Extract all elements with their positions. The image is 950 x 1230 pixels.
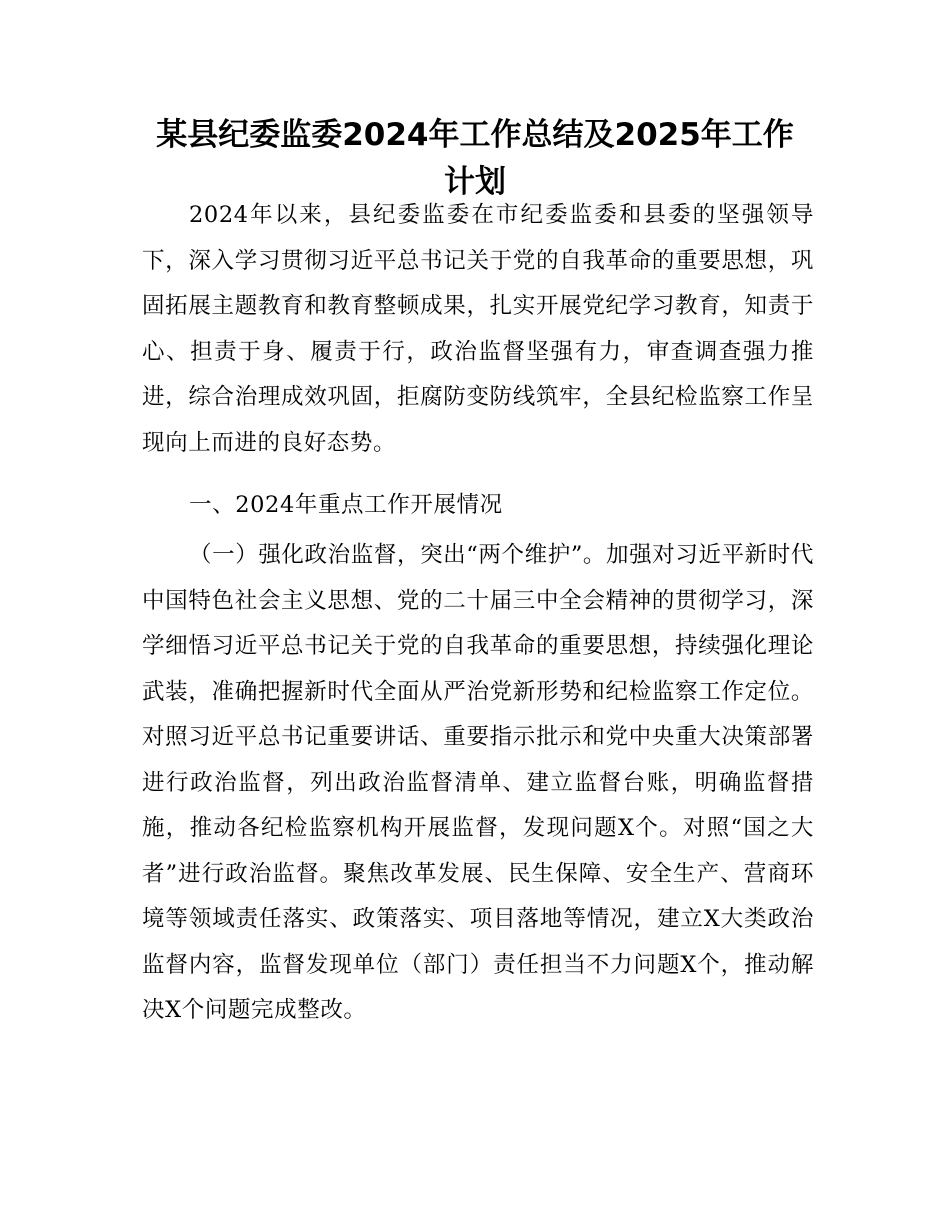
section-paragraph: （一）强化政治监督，突出“两个维护”。加强对习近平新时代中国特色社会主义思想、党的二十届三中全会精神的贯彻学习，深学细悟习近平总书记关于党的自我革命的重要思想，持续强化理论武装，准确把握新时代全面从严治党新形势和纪检监察工作定位。对照习近平总书记重要讲话、重要指示批示和党中央重大决策部署进行政治监督，列出政治监督清单、建立监督台账，明确监督措施，推动各纪检监察机构开展监督，发现问题X个。对照“国之大者”进行政治监督。聚焦改革发展、民生保障、安全生产、营商环境等领域责任落实、政策落实、项目落地等情况，建立X大类政治监督内容，监督发现单位（部门）责任担当不力问题X个，推动解决X个问题完成整改。 [142, 542, 814, 1023]
intro-paragraph: 2024年以来，县纪委监委在市纪委监委和县委的坚强领导下，深入学习贯彻习近平总书记关于党的自我革命的重要思想，巩固拓展主题教育和教育整顿成果，扎实开展党纪学习教育，知责于心、担责于身、履责于行，政治监督坚强有力，审查调查强力推进，综合治理成效巩固，拒腐防变防线筑牢，全县纪检监察工作呈现向上而进的良好态势。 [142, 202, 814, 456]
title-line-2: 计划 [444, 164, 506, 200]
document-title [140, 112, 810, 206]
section-heading: 一、2024年重点工作开展情况 [189, 492, 503, 518]
title-line-1: 某县纪委监委2024年工作总结及2025年工作 [156, 117, 794, 153]
